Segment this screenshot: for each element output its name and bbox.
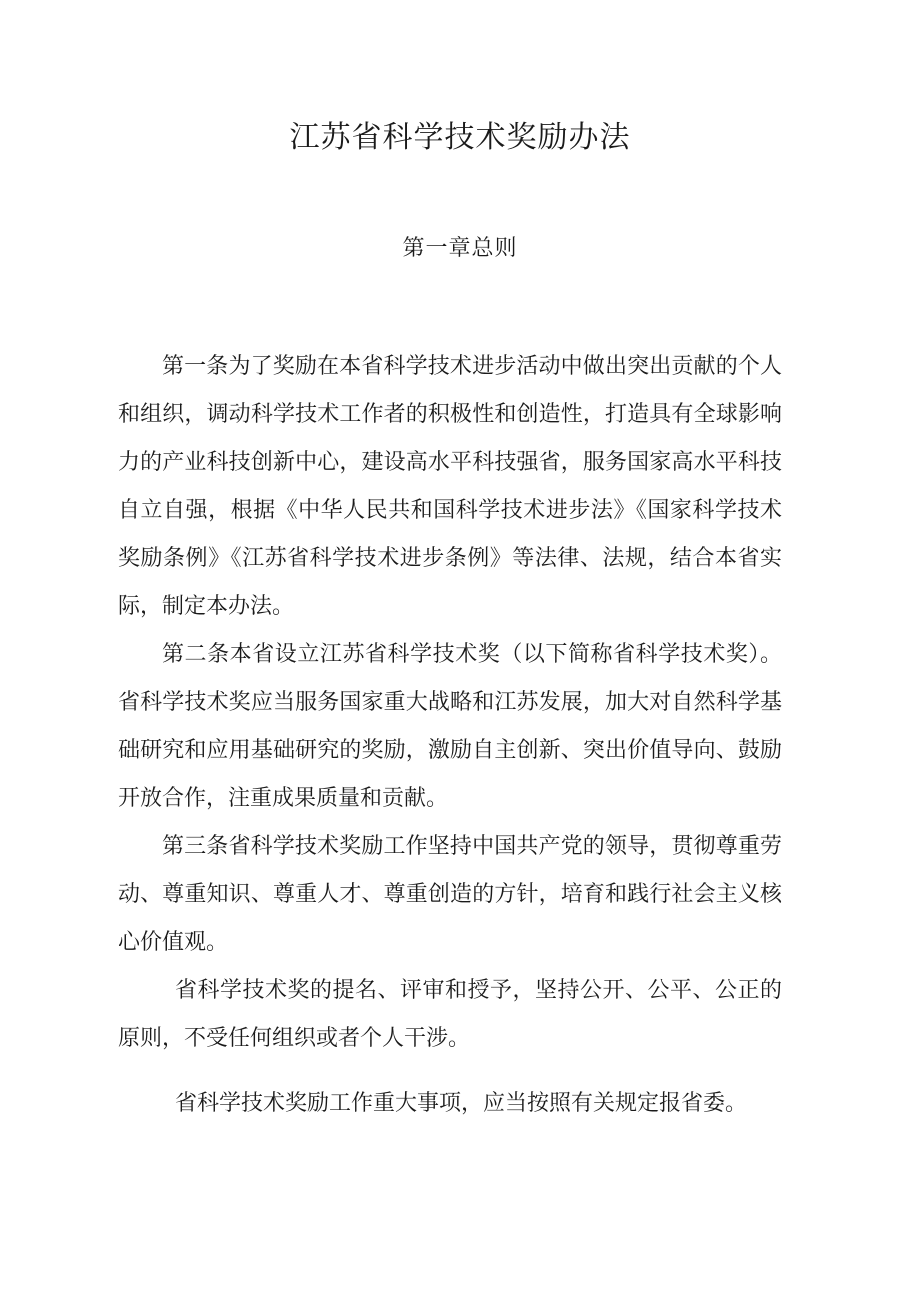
paragraph-article-3: 第三条省科学技术奖励工作坚持中国共产党的领导，贯彻尊重劳动、尊重知识、尊重人才、尊重创造的方针，培育和践行社会主义核心价值观。 [118,833,782,954]
chapter-heading: 第一章总则 [402,235,518,260]
paragraph-article-2: 第二条本省设立江苏省科学技术奖（以下简称省科学技术奖）。省科学技术奖应当服务国家重大战略和江苏发展，加大对自然科学基础研究和应用基础研究的奖励，激励自主创新、突出价值导向、鼓励开放合作，注重成果质量和贡献。 [118,641,782,810]
document-body [118,342,782,1127]
document-title: 江苏省科学技术奖励办法 [289,121,631,154]
paragraph-article-3-final: 省科学技术奖励工作重大事项，应当按照有关规定报省委。 [175,1090,748,1115]
paragraph-article-3-continued: 省科学技术奖的提名、评审和授予，坚持公开、公平、公正的原则，不受任何组织或者个人干涉。 [118,977,782,1050]
paragraph-article-1: 第一条为了奖励在本省科学技术进步活动中做出突出贡献的个人和组织，调动科学技术工作者的积极性和创造性，打造具有全球影响力的产业科技创新中心，建设高水平科技强省，服务国家高水平科技自立自强，根据《中华人民共和国科学技术进步法》《国家科学技术奖励条例》《江苏省科学技术进步条例》等法律、法规，结合本省实际，制定本办法。 [118,353,782,618]
